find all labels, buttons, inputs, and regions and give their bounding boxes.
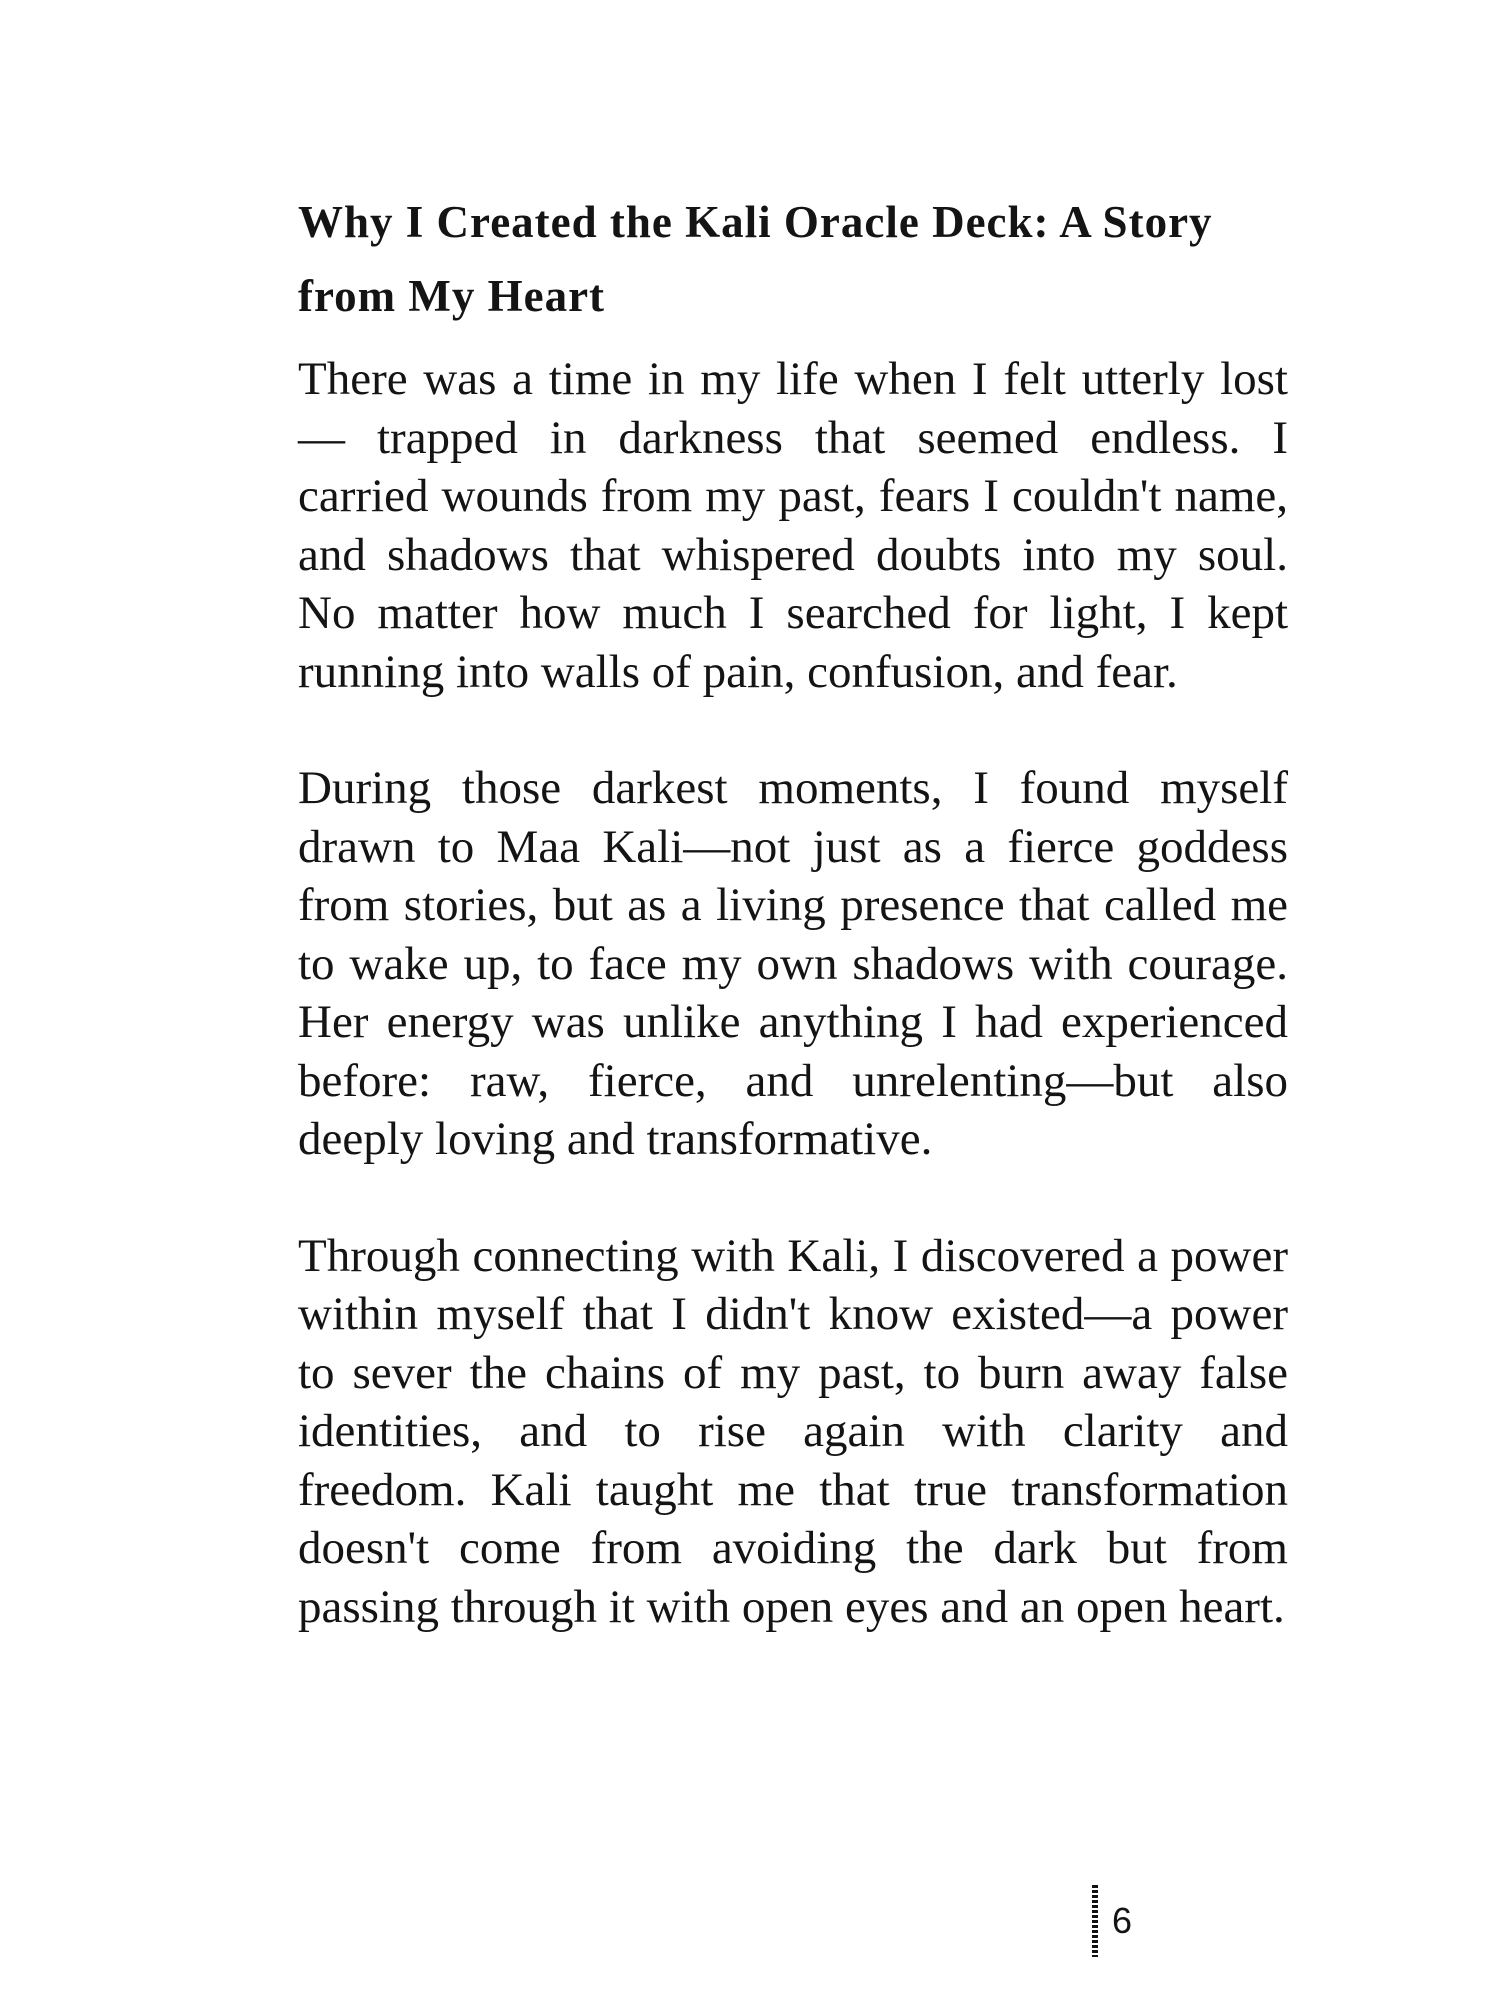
paragraph-2: During those darkest moments, I found myself drawn to Maa Kali—not just as a fierce goddess from stories, but as a living presence that called me to wake up, to face my own shadows with courage. Her energy was unlike anything I had experienced before: raw, fierce, and unrelenting—but also deeply loving and transformative. bbox=[298, 762, 1288, 1165]
page-footer bbox=[1092, 1885, 1132, 1957]
body-text bbox=[298, 350, 1288, 1636]
paragraph-1: There was a time in my life when I felt utterly lost — trapped in darkness that seemed endless. I carried wounds from my past, fears I couldn't name, and shadows that whispered doubts into my soul. No matter how much I searched for light, I kept running into walls of pain, confusion, and fear. bbox=[298, 353, 1288, 698]
page-heading: Why I Created the Kali Oracle Deck: A Story from My Heart bbox=[298, 197, 1213, 321]
footer-rule bbox=[1092, 1885, 1098, 1957]
page-number: 6 bbox=[1112, 1900, 1133, 1941]
paragraph-3: Through connecting with Kali, I discovered a power within myself that I didn't know existed—a power to sever the chains of my past, to burn away false identities, and to rise again with clarity and freedom. Kali taught me that true transformation doesn't come from avoiding the dark but from passing through it with open eyes and an open heart. bbox=[298, 1229, 1288, 1633]
